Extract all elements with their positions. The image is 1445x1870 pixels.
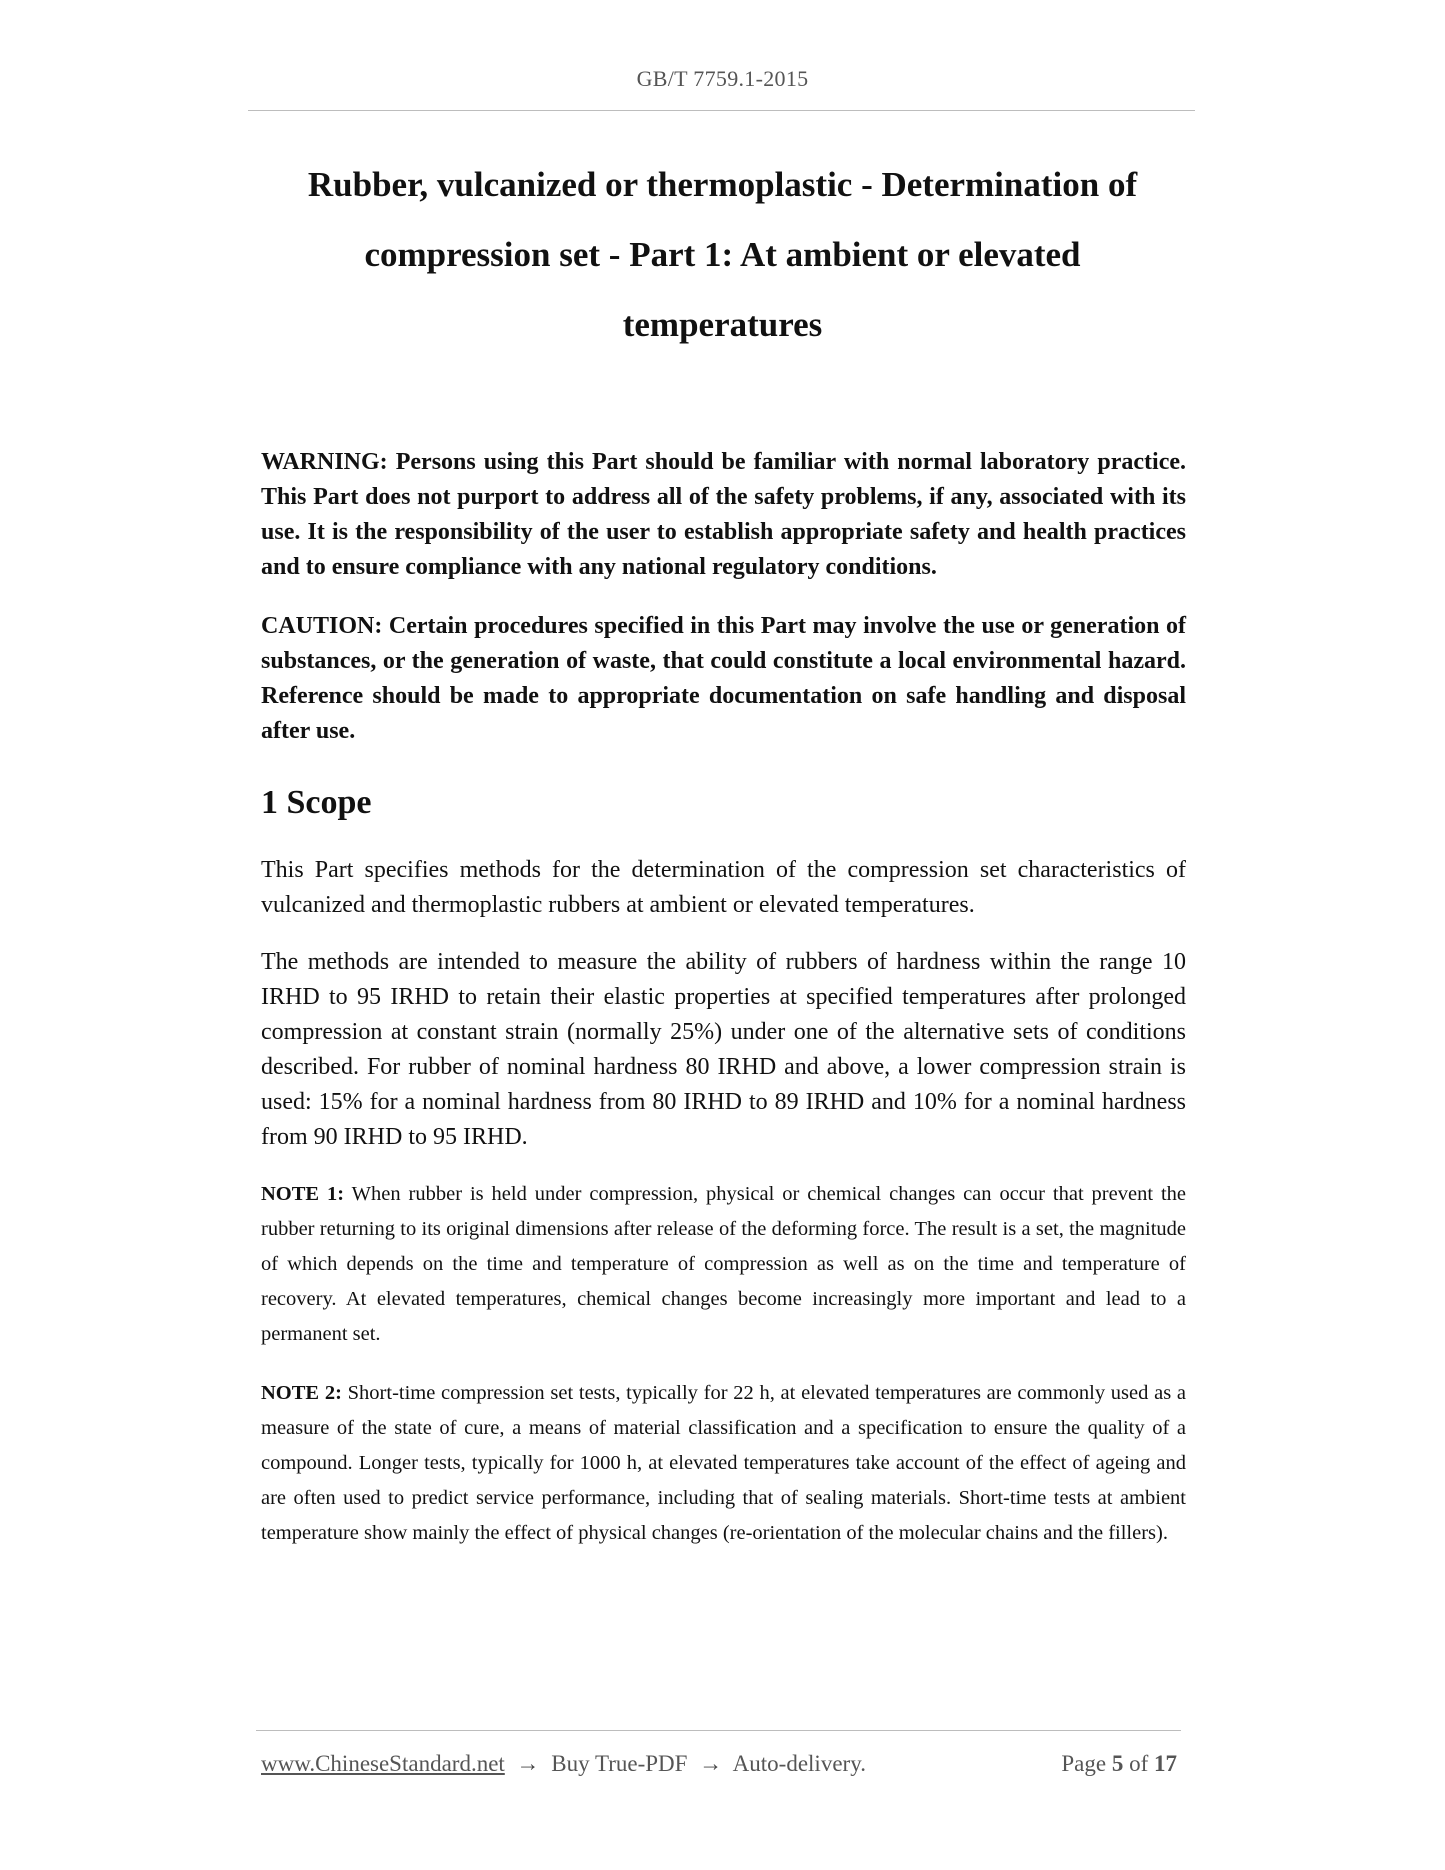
document-body [261, 445, 1186, 1575]
page-header: GB/T 7759.1-2015 [636, 66, 809, 91]
note-text: Short-time compression set tests, typically for 22 h, at elevated temperatures are commonly used as a measure of the state of cure, a means of material classification and a specification to ensure the quality of a compound. Longer tests, typically for 1000 h, at elevated temperatures take account of the effect of ageing and are often used to predict service performance, including that of sealing materials. Short-time tests at ambient temperature show mainly the effect of physical changes (re-orientation of the molecular chains and the fillers). [261, 1382, 1186, 1544]
arrow-right-icon: → [699, 1751, 723, 1776]
page-indicator [1061, 1751, 1177, 1777]
note-1 [261, 1177, 1186, 1352]
note-2 [261, 1376, 1186, 1551]
section-heading-scope: 1 Scope [261, 784, 372, 821]
note-text: When rubber is held under compression, physical or chemical changes can occur that prevent the rubber returning to its original dimensions after release of the deforming force. The result is a set, the magnitude of which depends on the time and temperature of compression as well as on the time and temperature of recovery. At elevated temperatures, chemical changes become increasingly more important and lead to a permanent set. [261, 1183, 1186, 1345]
header-divider [248, 110, 1195, 111]
auto-delivery-text: Auto-delivery. [732, 1751, 866, 1776]
arrow-right-icon: → [516, 1751, 540, 1776]
note-label: NOTE 1: [261, 1183, 345, 1205]
scope-paragraph: This Part specifies methods for the determination of the compression set characteristics of vulcanized and thermoplastic rubbers at ambient or elevated temperatures. [261, 857, 1186, 918]
current-page-number: 5 [1111, 1751, 1124, 1776]
scope-paragraph: The methods are intended to measure the ability of rubbers of hardness within the range 10 IRHD to 95 IRHD to retain their elastic properties at specified temperatures after prolonged compression at constant strain (normally 25%) under one of the alternative sets of conditions described. For rubber of nominal hardness 80 IRHD and above, a lower compression strain is used: 15% for a nominal hardness from 80 IRHD to 89 IRHD and 10% for a nominal hardness from 90 IRHD to 95 IRHD. [261, 949, 1186, 1150]
buy-pdf-text: Buy True-PDF [551, 1751, 688, 1776]
total-pages-number: 17 [1154, 1751, 1177, 1776]
title-line: compression set - Part 1: At ambient or elevated [364, 235, 1081, 274]
page-label: Page [1061, 1751, 1107, 1776]
page-of-label: of [1129, 1751, 1149, 1776]
footer-divider [256, 1730, 1181, 1731]
title-line: Rubber, vulcanized or thermoplastic - Determination of [307, 165, 1138, 204]
website-link[interactable]: www.ChineseStandard.net [261, 1751, 505, 1776]
note-label: NOTE 2: [261, 1382, 342, 1404]
title-line: temperatures [622, 305, 823, 344]
warning-paragraph: WARNING: Persons using this Part should be familiar with normal laboratory practice. This Part does not purport to address all of the safety problems, if any, associated with its use. It is the responsibility of the user to establish appropriate safety and health practices and to ensure compliance with any national regulatory conditions. [261, 449, 1186, 580]
footer-promo [261, 1751, 866, 1777]
document-title [260, 150, 1185, 360]
caution-paragraph: CAUTION: Certain procedures specified in this Part may involve the use or generation of substances, or the generation of waste, that could constitute a local environmental hazard. Reference should be made to appropriate documentation on safe handling and disposal after use. [261, 613, 1186, 744]
